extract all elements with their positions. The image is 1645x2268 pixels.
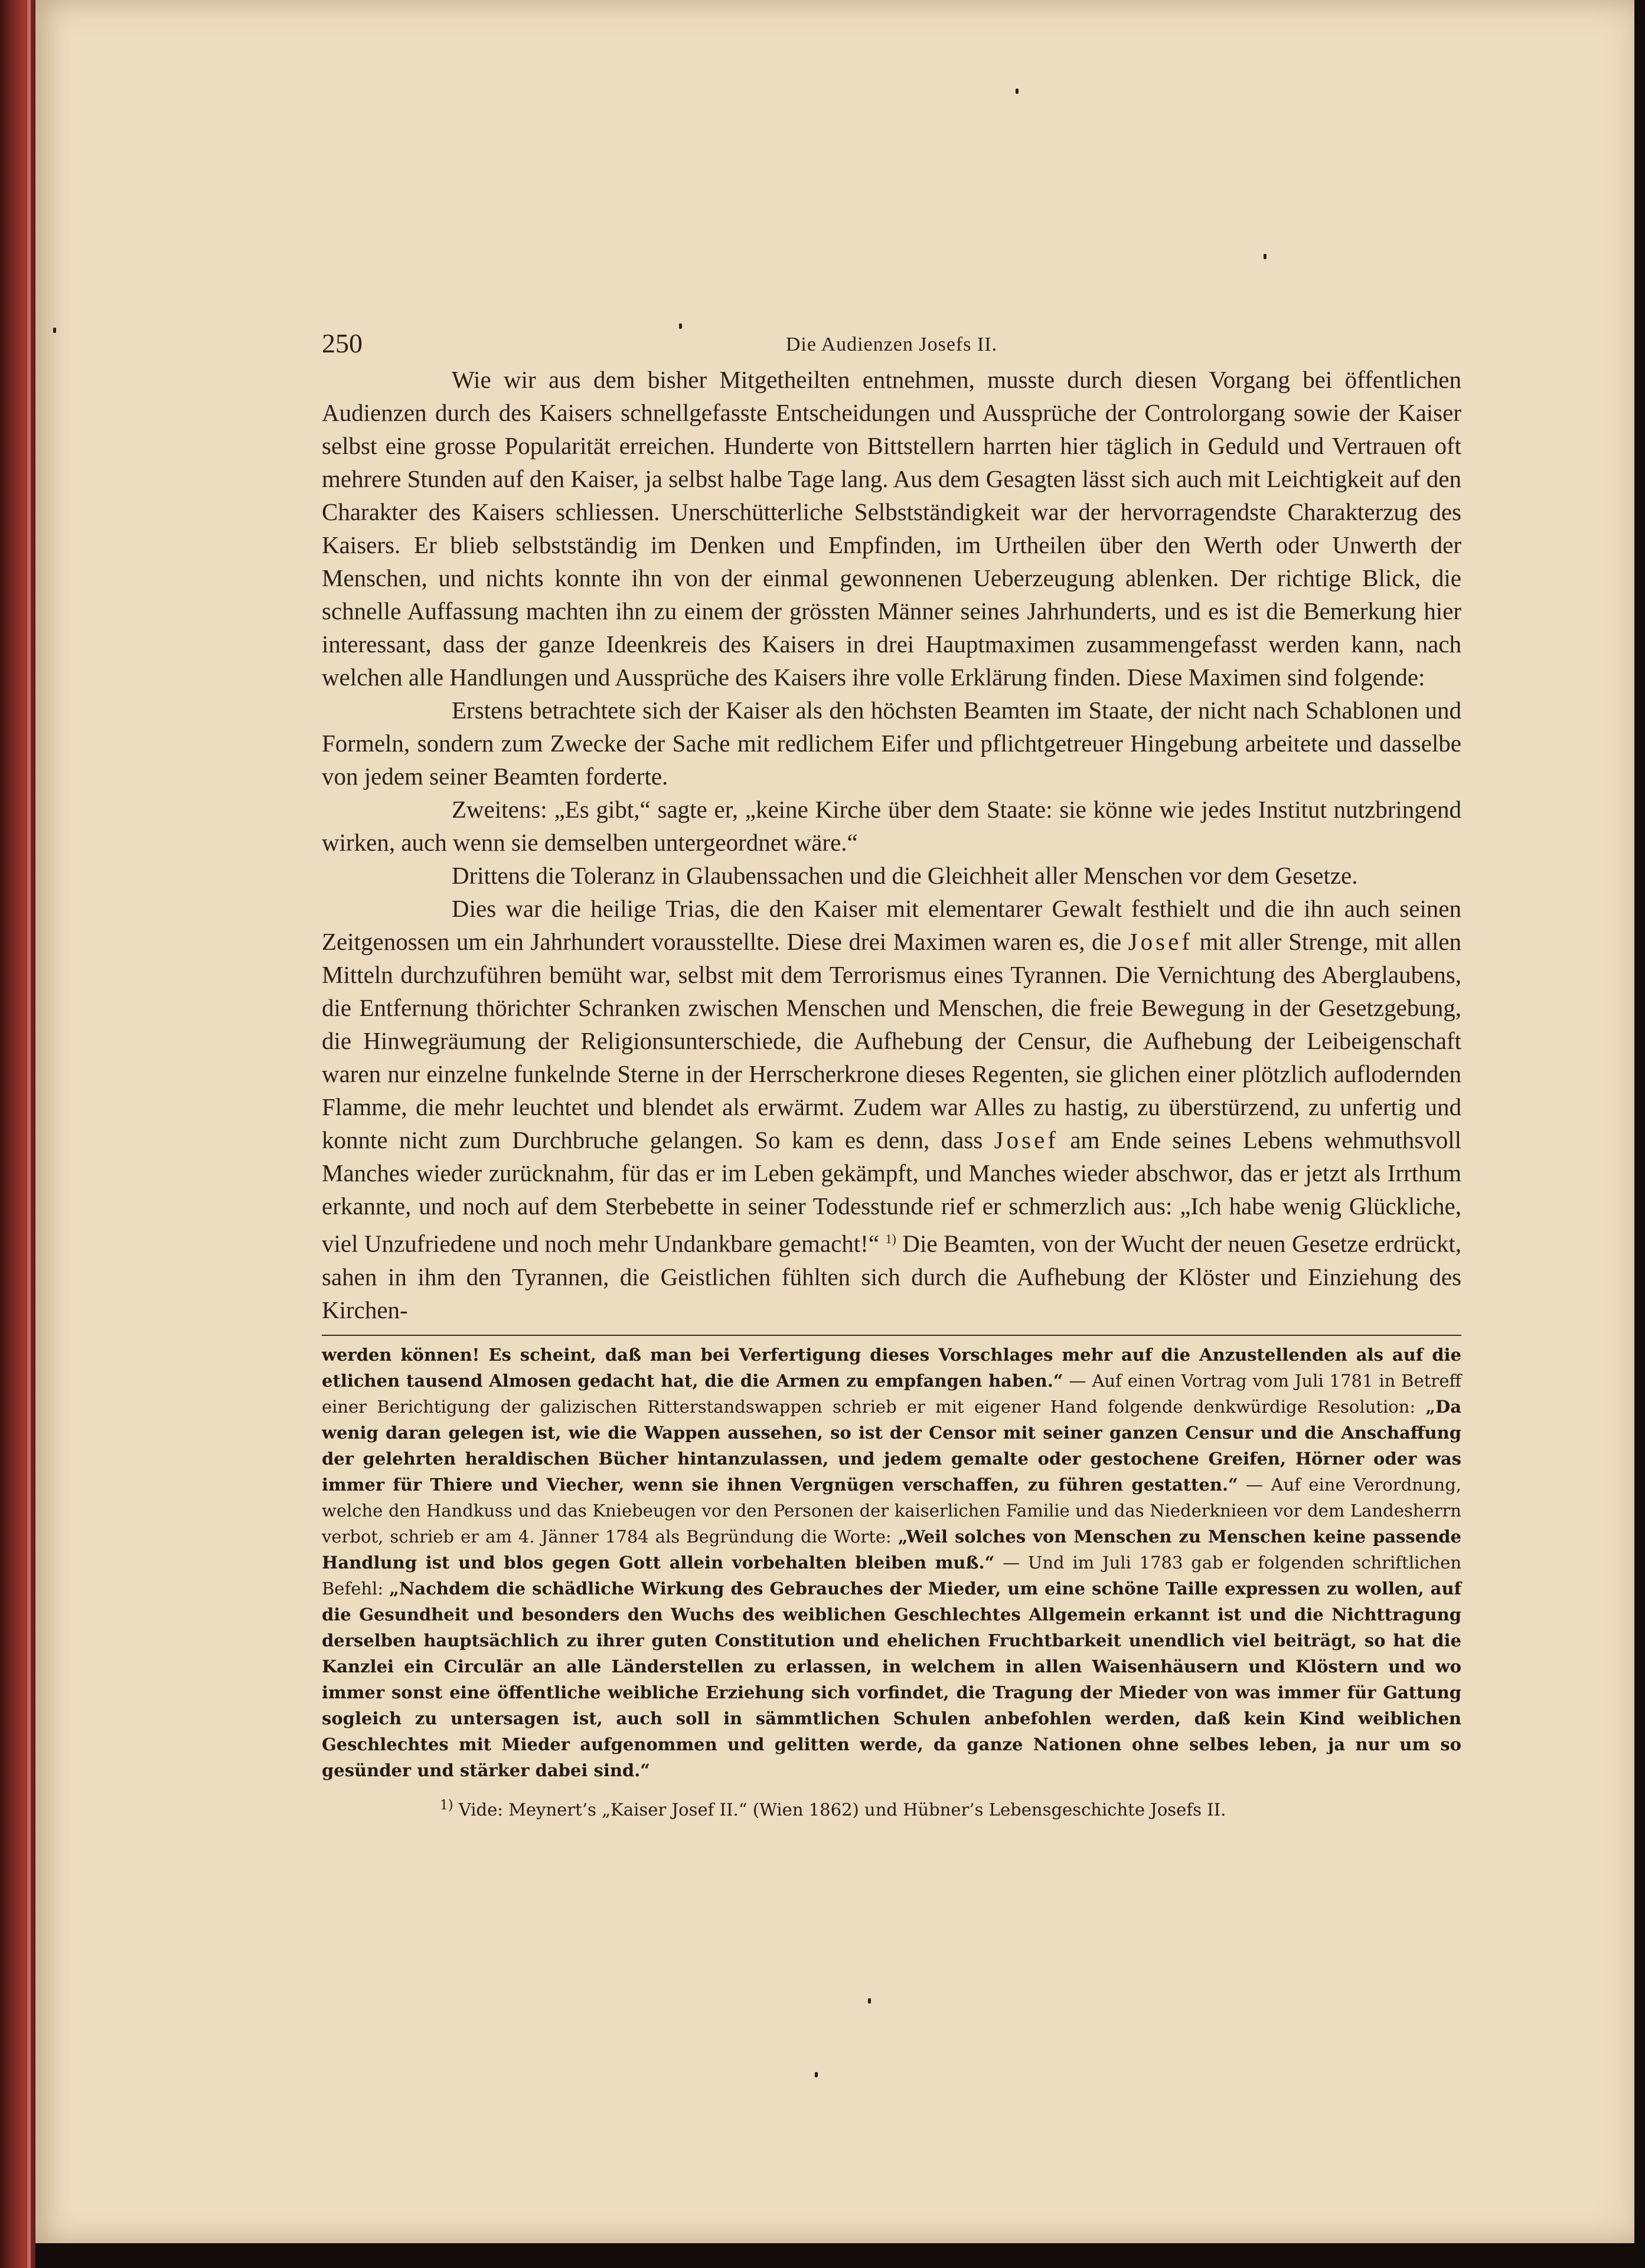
scan-border-right [1634,0,1645,2268]
footnote-continuation [322,1342,1461,1783]
footnote-marker: 1) [440,1798,453,1813]
paragraph-5-part-3: am Ende seines Lebens wehmuthsvoll Manches wieder zurücknahm, für das er im Leben gekämpft, und Manches wieder abschwor, das er jetzt als Irrthum erkannte, und noch auf dem Sterbebette in seiner Todesstunde rief er schmerzlich aus: „Ich habe wenig Glückliche, viel Unzufriedene und noch mehr Undankbare gemacht!“ [322,1126,1462,1257]
footnote-1 [322,1793,1461,1823]
paragraph-5 [322,892,1461,1326]
name-josef: Josef [994,1126,1059,1153]
fraktur-quote: „Weil solches von Menschen zu Menschen keine passende Handlung ist und blos gegen Gott allein vorbehalten bleiben muß.“ [322,1526,1462,1573]
page-number: 250 [322,328,363,358]
footnote-text: — Auf eine Verordnung, welche den Handkuss und das Kniebeugen vor den Personen der kaiserlichen Familie und das Niederknieen vor dem Landesherrn verbot, schrieb er am 4. Jänner 1784 als Begründung die Worte: [322,1474,1461,1547]
print-speck [815,2072,818,2077]
footnote-reference: 1) [885,1231,896,1246]
print-speck [1264,254,1267,259]
name-josef: Josef [1128,928,1193,955]
binding-edge [27,0,31,2268]
paragraph-5-part-2: mit aller Strenge, mit allen Mitteln durchzuführen bemüht war, selbst mit dem Terrorismus eines Tyrannen. Die Vernichtung des Aberglaubens, die Entfernung thörichter Schranken zwischen Menschen und Menschen, die freie Bewegung in der Gesetzgebung, die Hinwegräumung der Religionsunterschiede, die Aufhebung der Censur, die Aufhebung der Leibeigenschaft waren nur einzelne funkelnde Sterne in der Herrscherkrone dieses Regenten, sie glichen einer plötzlich auflodernden Flamme, die mehr leuchtet und blendet als erwärmt. Zudem war Alles zu hastig, zu überstürzend, zu unfertig und konnte nicht zum Durchbruche gelangen. So kam es denn, dass [322,928,1461,1153]
body-text [322,363,1461,1326]
print-speck [1016,89,1019,94]
scan-border-bottom [35,2243,1645,2268]
footnote-rule [322,1335,1461,1336]
paragraph-1: Wie wir aus dem bisher Mitgetheilten entnehmen, musste durch diesen Vorgang bei öffentlichen Audienzen durch des Kaisers schnellgefasste Entscheidungen und Aussprüche der Controlorgang sowie der Kaiser selbst eine grosse Popularität erreichen. Hunderte von Bittstellern harrten hier täglich in Geduld und Vertrauen oft mehrere Stunden auf den Kaiser, ja selbst halbe Tage lang. Aus dem Gesagten lässt sich auch mit Leichtigkeit auf den Charakter des Kaisers schliessen. Unerschütterliche Selbstständigkeit war der hervorragendste Charakterzug des Kaisers. Er blieb selbstständig im Denken und Empfinden, im Urtheilen über den Werth oder Unwerth der Menschen, und nichts konnte ihn von der einmal gewonnenen Ueberzeugung ablenken. Der richtige Blick, die schnelle Auffassung machten ihn zu einem der grössten Männer seines Jahrhunderts, und es ist die Bemerkung hier interessant, dass der ganze Ideenkreis des Kaisers in drei Hauptmaximen zusammengefasst werden kann, nach welchen alle Handlungen und Aussprüche des Kaisers ihre volle Erklärung finden. Diese Maximen sind folgende: [322,366,1461,691]
running-head [322,316,1461,363]
footnote-text: — Und im Juli 1783 gab er folgenden schriftlichen Befehl: [322,1552,1461,1599]
fraktur-quote: werden können! Es scheint, daß man bei Verfertigung dieses Vorschlages mehr auf die Anzustellenden als auf die etlichen tausend Almosen gedacht hat, die die Armen zu empfangen haben.“ [322,1344,1461,1391]
running-title: Die Audienzen Josefs II. [785,334,998,355]
footnote-text: — Auf einen Vortrag vom Juli 1781 in Betreff einer Berichtigung der galizischen Ritterstandswappen schrieb er mit eigener Hand folgende denkwürdige Resolution: [322,1370,1462,1417]
paragraph-5-part-4: Die Beamten, von der Wucht der neuen Gesetze erdrückt, sahen in ihm den Tyrannen, die Geistlichen fühlten sich durch die Aufhebung der Klöster und Einziehung des Kirchen- [322,1230,1462,1323]
fraktur-quote: „Nachdem die schädliche Wirkung des Gebrauches der Mieder, um eine schöne Taille expressen zu wollen, auf die Gesundheit und besonders den Wuchs des weiblichen Geschlechtes Allgemein erkannt ist und die Nichttragung derselben hauptsächlich zu ihrer guten Constitution und ehelichen Fruchtbarkeit unendlich viel beiträgt, so hat die Kanzlei ein Circulär an alle Länderstellen zu erlassen, in welchem in allen Waisenhäusern und Klöstern und wo immer sonst eine öffentliche weibliche Erziehung sich vorfindet, die Tragung der Mieder von was immer für Gattung sogleich zu untersagen ist, auch soll in sämmtlichen Schulen anbefohlen werden, daß kein Kind weiblichen Geschlechtes mit Mieder aufgenommen und gelitten werde, da ganze Nationen ohne selbes leben, ja nur um so gesünder und stärker dabei sind.“ [322,1578,1461,1780]
paragraph-4: Drittens die Toleranz in Glaubenssachen und die Gleichheit aller Menschen vor dem Gesetze. [452,862,1358,889]
print-speck [53,328,56,333]
page-content [322,316,1461,1822]
footnotes [322,1342,1461,1823]
fraktur-quote: „Da wenig daran gelegen ist, wie die Wappen aussehen, so ist der Censor mit seiner ganzen Censur und die Anschaffung der gelehrten heraldischen Bücher hintanzulassen, und jedem gemalte oder gestochene Greifen, Hörner oder was immer für Thiere und Viecher, wenn sie ihnen Vergnügen verschaffen, zu führen gestatten.“ [322,1396,1461,1495]
paragraph-5-part-1: Dies war die heilige Trias, die den Kaiser mit elementarer Gewalt festhielt und die ihn auch seinen Zeitgenossen um ein Jahrhundert vorausstellte. Diese drei Maximen waren es, die [322,895,1461,955]
footnote-1-text: Vide: Meynert’s „Kaiser Josef II.“ (Wien 1862) und Hübner’s Lebensgeschichte Josefs II. [458,1799,1226,1820]
print-speck [868,1998,871,2004]
paragraph-3: Zweitens: „Es gibt,“ sagte er, „keine Kirche über dem Staate: sie könne wie jedes Institut nutzbringend wirken, auch wenn sie demselben untergeordnet wäre.“ [322,796,1461,856]
paragraph-2: Erstens betrachtete sich der Kaiser als den höchsten Beamten im Staate, der nicht nach Schablonen und Formeln, sondern zum Zwecke der Sache mit redlichem Eifer und pflichtgetreuer Hingebung arbeitete und dasselbe von jedem seiner Beamten forderte. [322,697,1461,790]
